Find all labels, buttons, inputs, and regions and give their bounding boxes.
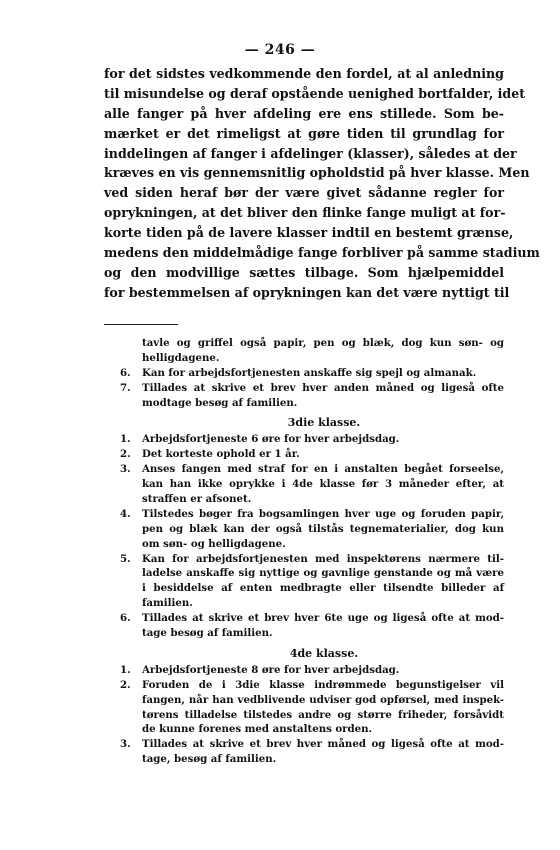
list-item-number: 1. — [120, 663, 131, 676]
list-item-line: om søn- og helligdagene. — [142, 537, 286, 550]
list-item-line: straffen er afsonet. — [142, 493, 252, 506]
list-item-text: Tillades at skrive et brev hver 6te uge og ligeså ofte at mod- — [142, 612, 504, 625]
footnote-line: helligdagene. — [142, 351, 220, 364]
list-item-line — [104, 381, 504, 396]
body-line: for det sidstes vedkommende den fordel, at al anledning — [104, 66, 504, 81]
list-item-line — [104, 507, 504, 522]
list-item-number: 1. — [120, 433, 131, 446]
list-item-line: pen og blæk kan der også tilstås tegnematerialier, dog kun — [142, 522, 504, 535]
list-item-text: Arbejdsfortjeneste 8 øre for hver arbejdsdag. — [142, 663, 400, 676]
list-item-line: tage, besøg af familien. — [142, 753, 277, 766]
list-item-line: kan han ikke oprykke i 4de klasse før 3 måneder efter, at — [142, 478, 504, 491]
page-number: — 246 — — [244, 42, 316, 58]
list-item — [104, 432, 504, 447]
list-item-line: familien. — [142, 597, 193, 610]
footnote-line: tavle og griffel også papir, pen og blæk, dog kun søn- og — [142, 337, 504, 349]
list-item-text: Foruden de i 3die klasse indrømmede begunstigelser vil — [142, 678, 504, 691]
list-item-number: 3. — [120, 463, 131, 476]
list-item — [104, 381, 504, 411]
list-item-line: modtage besøg af familien. — [142, 396, 298, 409]
list-item — [104, 663, 504, 678]
list-item-line — [104, 678, 504, 693]
section-list-4de — [104, 663, 504, 767]
list-item-text: Kan for arbejdsfortjenesten anskaffe sig spejl og almanak. — [142, 366, 477, 379]
body-line: korte tiden på de lavere klasser indtil en bestemt grænse, — [104, 225, 514, 241]
body-line: og den modvillige sættes tilbage. Som hjælpemiddel — [104, 264, 504, 280]
list-item-number: 2. — [120, 448, 131, 461]
list-item-text: Tilstedes bøger fra bogsamlingen hver uge og foruden papir, — [142, 507, 504, 520]
main-body-text — [104, 64, 540, 303]
list-item — [104, 678, 504, 738]
list-item-text: Anses fangen med straf for en i anstalten begået forseelse, — [142, 463, 504, 476]
list-item-number: 7. — [120, 381, 131, 394]
body-line: inddelingen af fanger i afdelinger (klasser), således at der — [104, 145, 517, 161]
list-item — [104, 611, 504, 641]
list-item-number: 5. — [120, 552, 131, 565]
footnote-continuation — [104, 336, 504, 366]
list-item-line: tage besøg af familien. — [142, 627, 273, 640]
list-item-line — [104, 366, 504, 381]
section-heading-4de: 4de klasse. — [289, 646, 359, 660]
section-heading-3die: 3die klasse. — [287, 416, 361, 430]
body-line: ved siden heraf bør der være givet sådanne regler for — [104, 185, 504, 201]
list-item — [104, 507, 504, 552]
list-item-line — [104, 737, 504, 752]
body-line: kræves en vis gennemsnitlig opholdstid på hver klasse. Men — [104, 165, 530, 181]
list-item-line: fangen, når han vedblivende udviser god opførsel, med inspek- — [142, 693, 504, 706]
list-item-text: Kan for arbejdsfortjenesten med inspektørens nærmere til- — [142, 552, 504, 565]
list-item — [104, 552, 504, 612]
list-item-line: tørens tilladelse tilstedes andre og større friheder, forsåvidt — [142, 708, 504, 721]
section-list-3die — [104, 432, 504, 640]
list-item-text: Tillades at skrive et brev hver anden måned og ligeså ofte — [142, 381, 504, 394]
list-item-number: 3. — [120, 738, 131, 751]
body-line: mærket er det rimeligst at gøre tiden til grundlag for — [104, 125, 504, 141]
footnote-list-continued — [104, 366, 504, 411]
list-item — [104, 366, 504, 381]
footnote-divider — [104, 324, 178, 325]
list-item-text: Arbejdsfortjeneste 6 øre for hver arbejdsdag. — [142, 433, 400, 446]
list-item-number: 6. — [120, 366, 131, 379]
list-item-number: 4. — [120, 507, 131, 520]
list-item-line — [104, 462, 504, 477]
list-item-number: 2. — [120, 678, 131, 691]
list-item-line — [104, 432, 504, 447]
list-item-line — [104, 663, 504, 678]
body-line: for bestemmelsen af oprykningen kan det være nyttigt til — [104, 284, 510, 300]
list-item-line: i besiddelse af enten medbragte eller tilsendte billeder af — [142, 582, 504, 595]
list-item-line — [104, 611, 504, 626]
list-item-line — [104, 552, 504, 567]
list-item — [104, 447, 504, 462]
list-item-number: 6. — [120, 612, 131, 625]
list-item-line: de kunne forenes med anstaltens orden. — [142, 723, 373, 736]
body-line: medens den middelmådige fange forbliver på samme stadium — [104, 245, 540, 261]
list-item — [104, 462, 504, 507]
list-item-line: ladelse anskaffe sig nyttige og gavnlige genstande og må være — [142, 567, 504, 580]
list-item-line — [104, 447, 504, 462]
body-line: til misundelse og deraf opstående uenighed bortfalder, idet — [104, 85, 526, 101]
body-line: alle fanger på hver afdeling ere ens stillede. Som be- — [104, 105, 504, 121]
list-item-text: Det korteste ophold er 1 år. — [142, 448, 300, 461]
list-item — [104, 737, 504, 767]
footnote-block — [104, 336, 504, 767]
list-item-text: Tillades at skrive et brev hver måned og ligeså ofte at mod- — [142, 738, 504, 751]
body-line: oprykningen, at det bliver den flinke fange muligt at for- — [104, 205, 506, 221]
